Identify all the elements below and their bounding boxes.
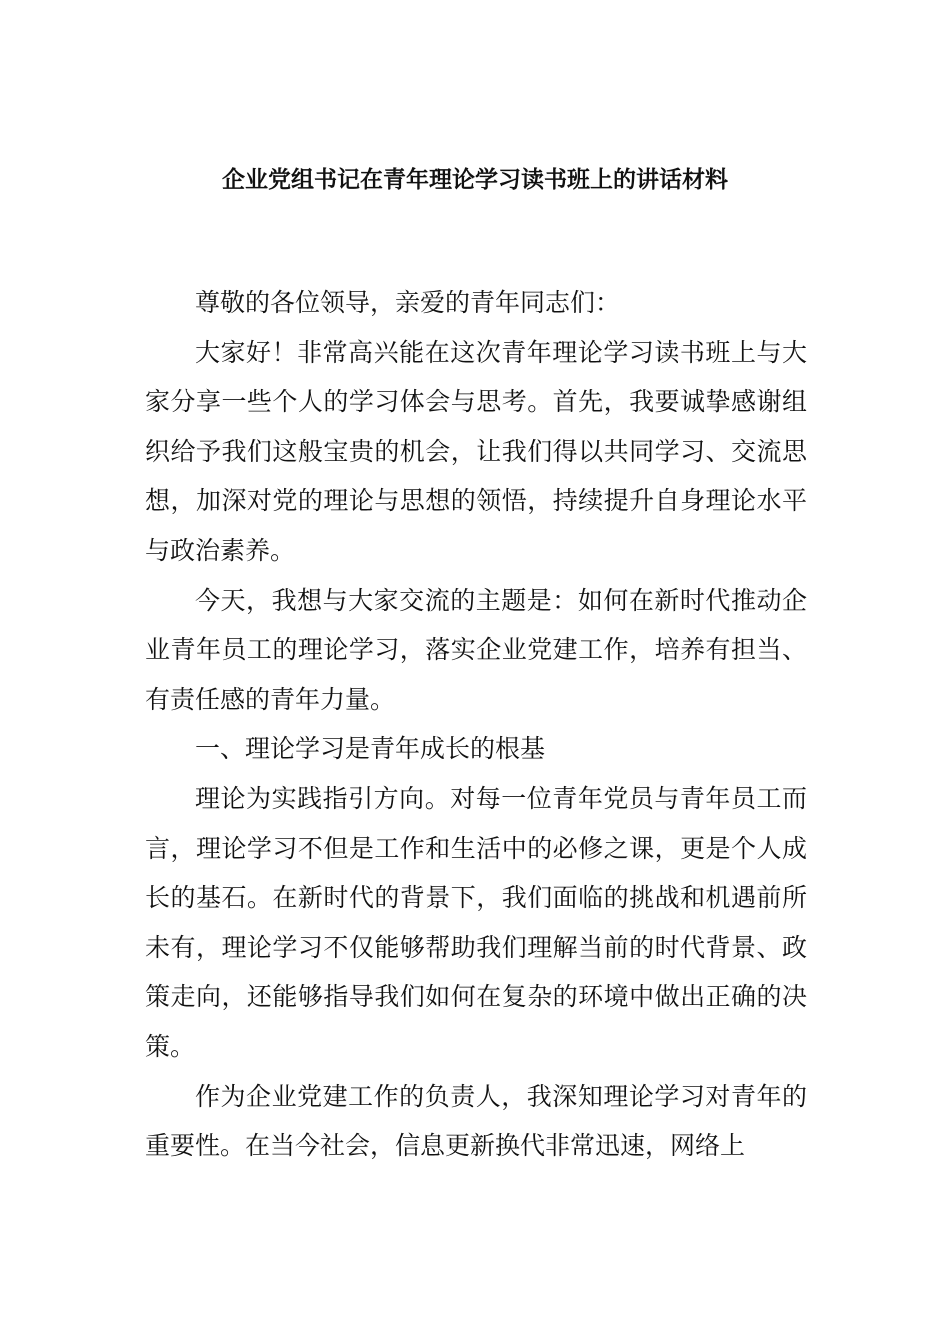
section-1-paragraph-2: 作为企业党建工作的负责人，我深知理论学习对青年的重要性。在当今社会，信息更新换代非常迅速，网络上 (145, 1081, 807, 1161)
section-1-paragraph-1: 理论为实践指引方向。对每一位青年党员与青年员工而言，理论学习不但是工作和生活中的必修之课，更是个人成长的基石。在新时代的背景下，我们面临的挑战和机遇前所未有，理论学习不仅能够帮助我们理解当前的时代背景、政策走向，还能够指导我们如何在复杂的环境中做出正确的决策。 (145, 783, 807, 1061)
salutation-paragraph: 尊敬的各位领导，亲爱的青年同志们： (195, 288, 621, 317)
section-heading-1: 一、理论学习是青年成长的根基 (195, 734, 546, 764)
document-body (145, 278, 807, 1171)
theme-paragraph: 今天，我想与大家交流的主题是：如何在新时代推动企业青年员工的理论学习，落实企业党建工作，培养有担当、有责任感的青年力量。 (145, 585, 807, 714)
opening-paragraph: 大家好！非常高兴能在这次青年理论学习读书班上与大家分享一些个人的学习体会与思考。首先，我要诚挚感谢组织给予我们这般宝贵的机会，让我们得以共同学习、交流思想，加深对党的理论与思想的领悟，持续提升自身理论水平与政治素养。 (145, 337, 807, 565)
document-title: 企业党组书记在青年理论学习读书班上的讲话材料 (222, 167, 728, 193)
